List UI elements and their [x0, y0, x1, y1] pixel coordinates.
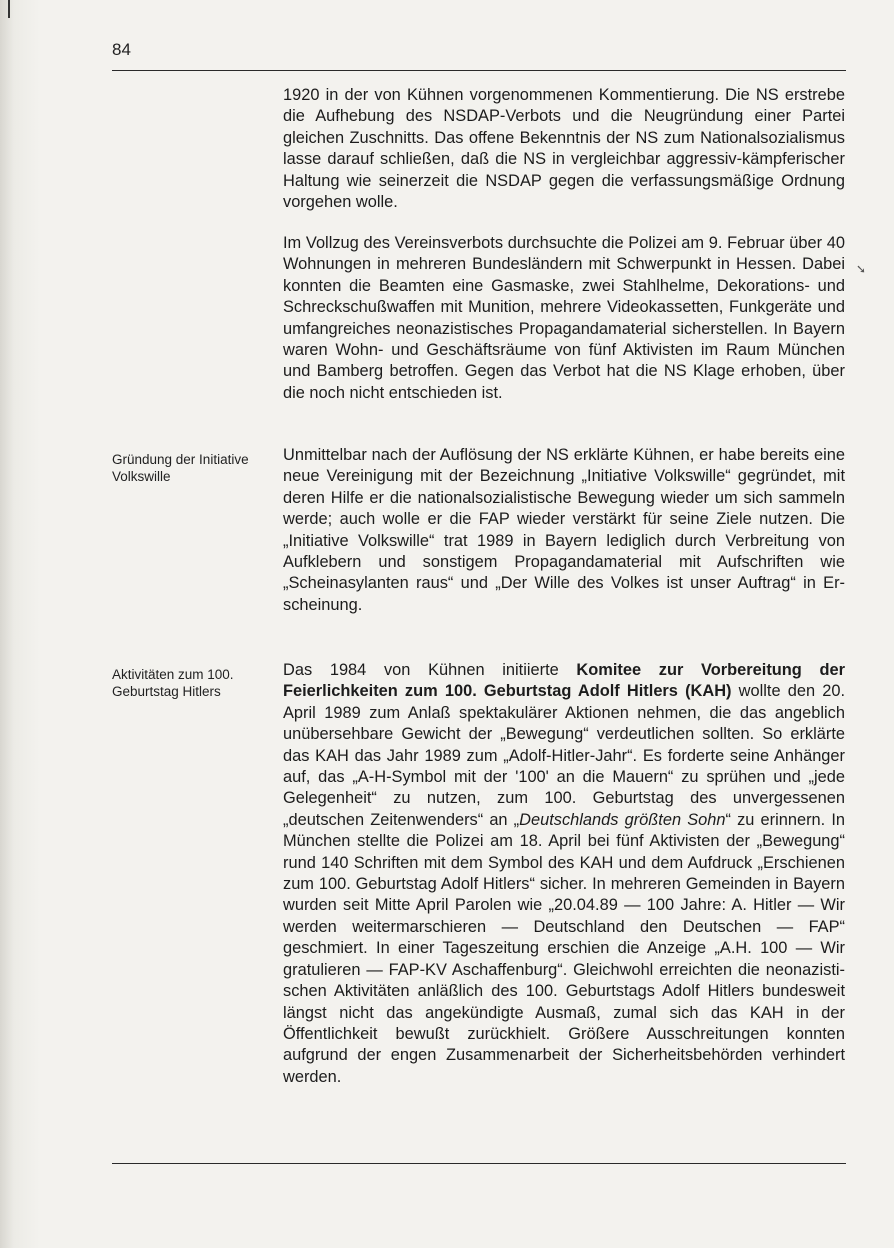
- paragraph-4-lead: Das 1984 von Kühnen initiierte: [283, 661, 577, 679]
- paragraph-4-bold-title: Komitee zur Vorbereitung der Feierlichkeiten zum 100. Geburtstag Adolf Hitlers (KAH): [283, 661, 845, 701]
- binding-mark: [8, 0, 10, 18]
- paragraph-4: [283, 660, 845, 1088]
- paragraph-3: Unmittelbar nach der Auflösung der NS erklärte Kühnen, er habe bereits eine neue Vereinigung mit der Bezeichnung „Initiative Volkswille“ gegründet, mit deren Hilfe er die nationalsozialistische Bewegung wieder um sich sammeln werde; auch wolle er die FAP wieder verstärkt für seine Ziele nutzen. Die „Initiative Volkswille“ trat 1989 in Bayern lediglich durch Verbreitung von Aufklebern und sonstigem Propagandamaterial mit Aufschriften wie „Scheinasylanten raus“ und „Der Wille des Volkes ist unser Auftrag“ in Erscheinung.: [283, 446, 845, 614]
- page-number: 84: [112, 40, 131, 59]
- sidenote-geburtstag-activities: Aktivitäten zum 100. Geburtstag Hitlers: [112, 667, 234, 699]
- paragraph-1: 1920 in der von Kühnen vorgenommenen Kommentierung. Die NS erstrebe die Aufhebung des NSDAP-Verbots und die Neugründung einer Partei gleichen Zuschnitts. Das offene Bekenntnis der NS zum Nationalsozialismus lasse darauf schließen, daß die NS in vergleichbar aggressiv-kämpferischer Haltung wie seinerzeit die NSDAP gegen die verfassungsmäßige Ordnung vorgehen wolle.: [283, 86, 845, 212]
- sidenote-initiative-volkswille: Gründung der Initiative Volkswille: [112, 452, 249, 484]
- margin-mark: ➘: [856, 262, 867, 276]
- header-rule: [112, 70, 846, 71]
- paragraph-4-italic-quote: Deutschlands größten Sohn: [519, 810, 726, 829]
- paragraph-2: Im Vollzug des Vereinsverbots durchsuchte die Polizei am 9. Februar über 40 Wohnungen in mehreren Bundesländern mit Schwerpunkt in Hessen. Dabei konnten die Beamten eine Gasmaske, zwei Stahlhelme, Dekorations- und Schreckschußwaffen mit Munition, mehrere Videokassetten, Funkgeräte und umfangreiches neonazistisches Propagandamaterial sicherstellen. In Bayern waren Wohn- und Geschäftsräume von fünf Aktivisten im Raum München und Bamberg betroffen. Gegen das Verbot hat die NS Klage erhoben, über die noch nicht entschieden ist.: [283, 234, 845, 402]
- page-binding-shadow: [0, 0, 40, 1248]
- paragraph-4-text-a: wollte den 20. April 1989 zum Anlaß spektakulärer Aktionen nehmen, die das angeblich unübersehbare Gewicht der „Bewegung“ verdeutlichen sollten. So erklärte das KAH das Jahr 1989 zum „Adolf-Hitler-Jahr“. Es forderte seine Anhänger auf, das „A-H-Symbol mit der '100' an die Mauern“ zu sprühen und „jede Gelegenheit“ zu nutzen, zum 100. Geburtstag des unvergessenen „deutschen Zeitenwenders“ an „: [283, 682, 846, 829]
- footer-rule: [112, 1163, 846, 1164]
- paragraph-4-text-b: “ zu erinnern. In München stellte die Polizei am 18. April bei fünf Aktivisten der „Bewegung“ rund 140 Schriften mit dem Symbol des KAH und dem Aufdruck „Erschienen zum 100. Geburtstag Adolf Hitlers“ sicher. In mehreren Gemeinden in Bayern wurden seit Mitte April Parolen wie „20.04.89 — 100 Jahre: A. Hitler — Wir werden weitermarschieren — Deutschland den Deutschen — FAP“ geschmiert. In einer Tageszeitung erschien die Anzeige „A.H. 100 — Wir gratulieren — FAP-KV Aschaffenburg“. Gleichwohl erreichten die neonazistischen Aktivitäten anläßlich des 100. Geburtstags Adolf Hitlers bundesweit längst nicht das angekündigte Ausmaß, zumal sich das KAH in der Öffentlichkeit bewußt zurückhielt. Größere Ausschreitungen konnten aufgrund der engen Zusammenarbeit der Sicherheitsbehörden verhindert werden.: [283, 810, 845, 1086]
